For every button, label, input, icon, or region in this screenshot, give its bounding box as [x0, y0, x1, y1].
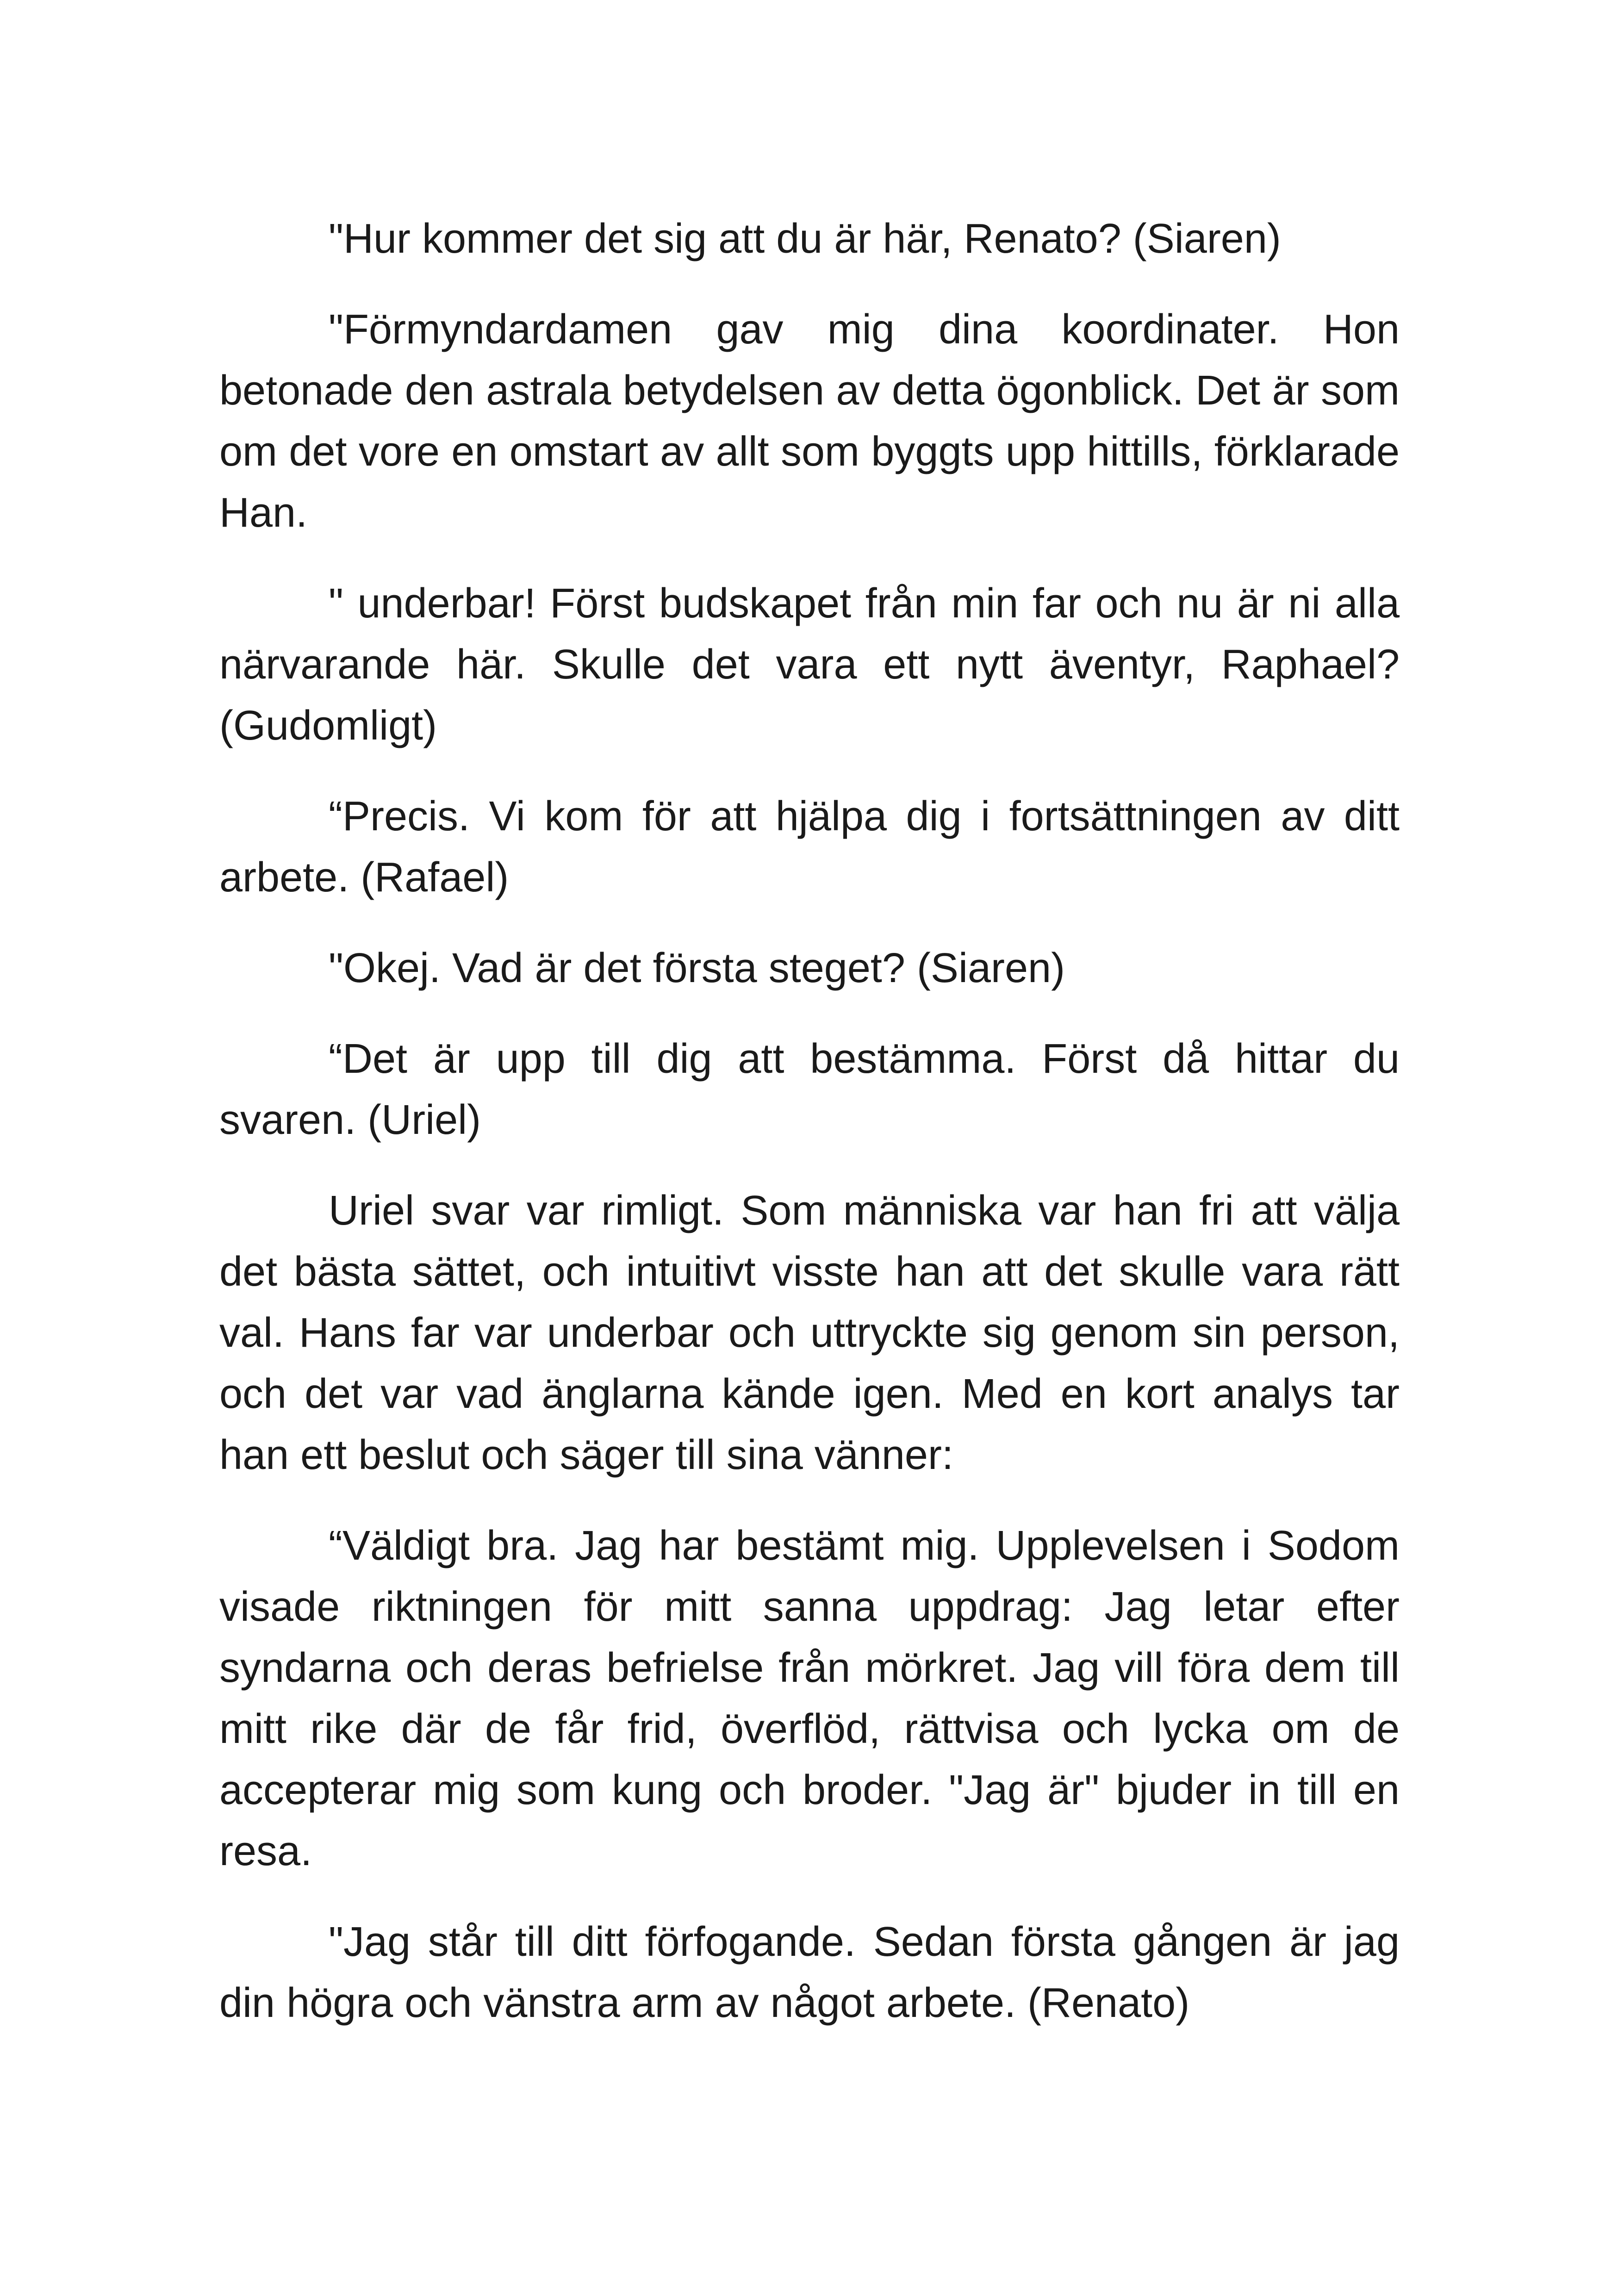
paragraph-5: "Okej. Vad är det första steget? (Siaren) [329, 945, 1065, 991]
paragraph-6: “Det är upp till dig att bestämma. Först då hittar du svaren. (Uriel) [219, 1036, 1400, 1143]
paragraph-8: “Väldigt bra. Jag har bestämt mig. Upplevelsen i Sodom visade riktningen för mitt sanna uppdrag: Jag letar efter syndarna och deras befrielse från mörkret. Jag vill föra dem till mitt rike där de får frid, överflöd, rättvisa och lycka om de accepterar mig som kung och broder. "Jag är" bjuder in till en resa. [219, 1523, 1400, 1874]
paragraph-2: "Förmyndardamen gav mig dina koordinater. Hon betonade den astrala betydelsen av detta ögonblick. Det är som om det vore en omstart av allt som byggts upp hittills, förklarade Han. [219, 306, 1400, 536]
paragraph-1: "Hur kommer det sig att du är här, Renato? (Siaren) [329, 216, 1281, 262]
document-body [219, 208, 1400, 2063]
paragraph-3: " underbar! Först budskapet från min far och nu är ni alla närvarande här. Skulle det vara ett nytt äventyr, Raphael? (Gudomligt) [219, 580, 1400, 749]
paragraph-4: “Precis. Vi kom för att hjälpa dig i fortsättningen av ditt arbete. (Rafael) [219, 793, 1400, 901]
paragraph-9: "Jag står till ditt förfogande. Sedan första gången är jag din högra och vänstra arm av något arbete. (Renato) [219, 1919, 1400, 2026]
paragraph-7: Uriel svar var rimligt. Som människa var han fri att välja det bästa sättet, och intuitivt visste han att det skulle vara rätt val. Hans far var underbar och uttryckte sig genom sin person, och det var vad änglarna kände igen. Med en kort analys tar han ett beslut och säger till sina vänner: [219, 1188, 1400, 1478]
